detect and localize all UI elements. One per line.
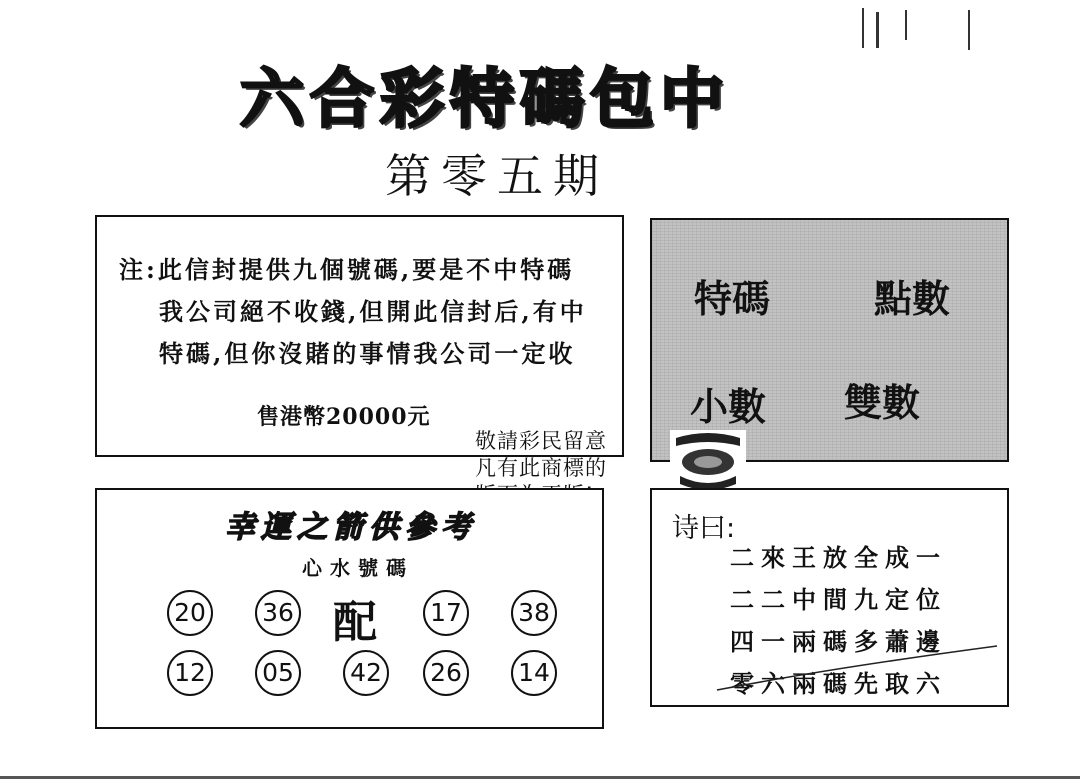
note-line: 注:此信封提供九個號碼,要是不中特碼 xyxy=(119,255,575,284)
price-label: 售港幣20000元 xyxy=(257,404,431,430)
number-ball: 20 xyxy=(167,590,213,636)
number-ball: 42 xyxy=(343,650,389,696)
special-item: 小數 xyxy=(690,385,767,429)
scan-mark xyxy=(862,8,864,48)
poem-line: 四一兩碼多蕭邊 xyxy=(730,627,947,656)
notice-line: 敬請彩民留意 xyxy=(475,429,607,453)
number-ball: 36 xyxy=(255,590,301,636)
number-ball: 17 xyxy=(423,590,469,636)
issue-number: 第零五期 xyxy=(385,149,609,203)
page-title: 六合彩特碼包中 xyxy=(240,62,730,137)
pen-stroke xyxy=(712,640,1002,700)
special-item: 特碼 xyxy=(694,277,771,321)
poem-box xyxy=(650,488,1009,707)
special-item: 點數 xyxy=(874,277,951,321)
lucky-numbers-box xyxy=(95,488,604,729)
notice-line: 凡有此商標的 xyxy=(475,456,607,480)
lucky-title: 幸運之箭供參考 xyxy=(225,510,477,545)
number-ball: 14 xyxy=(511,650,557,696)
lucky-subtitle: 心水號碼 xyxy=(302,556,414,580)
special-box xyxy=(650,218,1009,462)
scan-mark xyxy=(968,10,970,50)
number-ball: 12 xyxy=(167,650,213,696)
note-box xyxy=(95,215,624,457)
note-line: 我公司絕不收錢,但開此信封后,有中 xyxy=(159,297,587,326)
pair-label: 配 xyxy=(333,597,377,648)
special-item: 雙數 xyxy=(844,381,921,425)
number-ball: 05 xyxy=(255,650,301,696)
poem-line: 零六兩碼先取六 xyxy=(730,669,947,698)
number-ball: 26 xyxy=(423,650,469,696)
trademark-logo-icon xyxy=(670,430,746,492)
poem-line: 二二中間九定位 xyxy=(730,585,947,614)
scan-mark xyxy=(0,776,1080,779)
note-line: 特碼,但你沒賭的事情我公司一定收 xyxy=(159,339,576,368)
scan-mark xyxy=(905,10,907,40)
poem-title: 诗曰: xyxy=(672,513,736,544)
scan-mark xyxy=(876,12,879,48)
poem-line: 二來王放全成一 xyxy=(730,543,947,572)
number-ball: 38 xyxy=(511,590,557,636)
